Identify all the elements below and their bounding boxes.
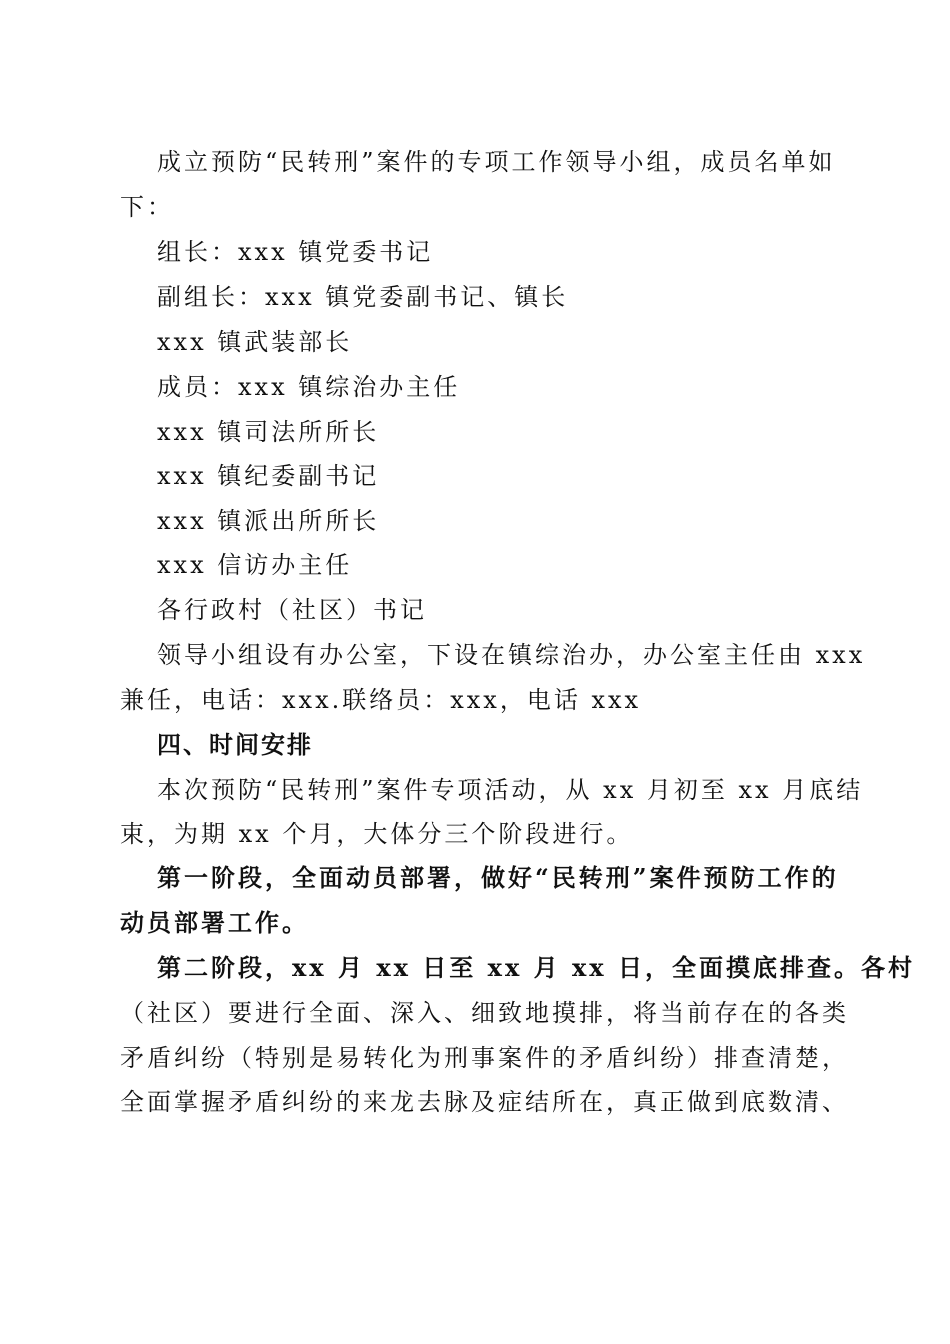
member-line: xxx 镇武装部长: [157, 328, 353, 356]
member-line: 各行政村（社区）书记: [157, 596, 427, 624]
paragraph-line: 动员部署工作。: [120, 908, 309, 937]
member-line: 成员：xxx 镇综治办主任: [157, 373, 461, 401]
paragraph-line: 第二阶段，xx 月 xx 日至 xx 月 xx 日，全面摸底排查。各村: [157, 953, 915, 982]
member-line: xxx 镇司法所所长: [157, 418, 380, 446]
paragraph-line: 矛盾纠纷（特别是易转化为刑事案件的矛盾纠纷）排查清楚，: [120, 1044, 849, 1072]
member-line: 组长：xxx 镇党委书记: [157, 238, 434, 266]
paragraph-line: 全面掌握矛盾纠纷的来龙去脉及症结所在，真正做到底数清、: [120, 1088, 849, 1116]
section-heading: 四、时间安排: [157, 731, 313, 759]
member-line: xxx 镇派出所所长: [157, 507, 380, 535]
paragraph-line: 兼任，电话：xxx.联络员：xxx，电话 xxx: [120, 686, 642, 714]
paragraph-line: 第一阶段，全面动员部署，做好“民转刑”案件预防工作的: [157, 863, 839, 892]
paragraph-line: 下：: [120, 193, 174, 221]
member-line: 副组长：xxx 镇党委副书记、镇长: [157, 283, 569, 311]
paragraph-line: 束，为期 xx 个月，大体分三个阶段进行。: [120, 820, 634, 848]
member-line: xxx 信访办主任: [157, 551, 353, 579]
paragraph-line: （社区）要进行全面、深入、细致地摸排，将当前存在的各类: [120, 999, 849, 1027]
paragraph-line: 成立预防“民转刑”案件的专项工作领导小组，成员名单如: [157, 148, 836, 176]
paragraph-line: 本次预防“民转刑”案件专项活动，从 xx 月初至 xx 月底结: [157, 776, 864, 804]
paragraph-line: 领导小组设有办公室，下设在镇综治办，办公室主任由 xxx: [157, 641, 866, 669]
member-line: xxx 镇纪委副书记: [157, 462, 380, 490]
